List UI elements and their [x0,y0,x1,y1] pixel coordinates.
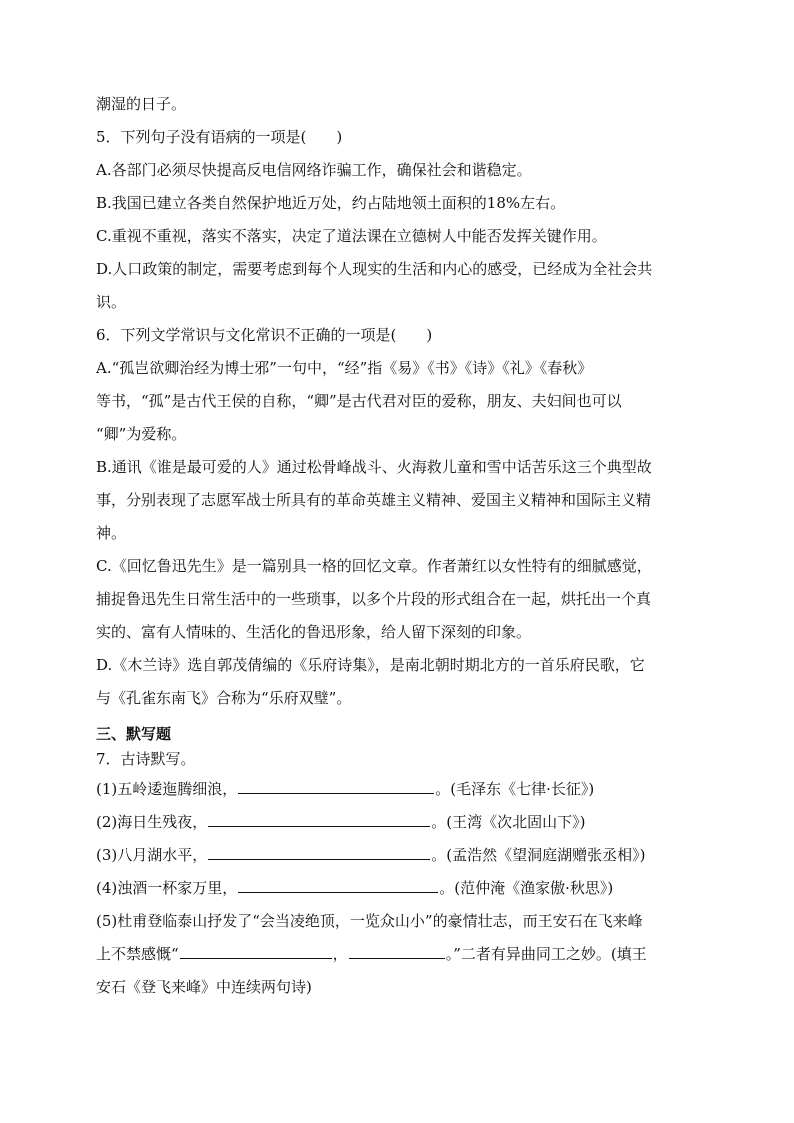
item-text: (4)浊酒一杯家万里， [96,879,238,897]
item-source: 。(王湾《次北固山下》) [431,813,586,831]
q6-line: 等书，“孤”是古代王侯的自称，“卿”是古代君对臣的爱称，朋友、夫妇间也可以 [96,392,622,410]
recite-item-3 [96,839,700,872]
item-text: 上不禁感慨“ [96,945,179,963]
q6-line: A.“孤岂欲卿治经为博士邪”一句中，“经”指《易》《书》《诗》《礼》《春秋》 [96,359,593,377]
answer-blank[interactable] [208,808,430,827]
q6-line: 实的、富有人情味的、生活化的鲁迅形象，给人留下深刻的印象。 [96,623,532,641]
recite-item-4 [96,872,700,905]
item-source: 。(毛泽东《七律·长征》) [435,780,595,798]
question-block [96,88,700,715]
recite-item-2 [96,806,700,839]
q6-line: 事，分别表现了志愿军战士所具有的革命英雄主义精神、爱国主义精神和国际主义精 [96,491,652,509]
q6-line: “卿”为爱称。 [96,425,187,443]
q6-line: D.《木兰诗》选自郭茂倩编的《乐府诗集》，是南北朝时期北方的一首乐府民歌，它 [96,656,645,674]
q6-line: 捕捉鲁迅先生日常生活中的一些琐事，以多个片段的形式组合在一起，烘托出一个真 [96,590,652,608]
question-6-stem: 6．下列文学常识与文化常识不正确的一项是( ) [96,326,433,344]
q5-option-a: A.各部门必须尽快提高反电信网络诈骗工作，确保社会和谐稳定。 [96,161,532,179]
q6-line: B.通讯《谁是最可爱的人》通过松骨峰战斗、火海救儿童和雪中话苦乐这三个典型故 [96,458,652,476]
recite-item-5-line3: 安石《登飞来峰》中连续两句诗) [96,978,312,996]
item-source: 。(孟浩然《望洞庭湖赠张丞相》) [431,846,646,864]
recite-item-5: (5)杜甫登临泰山抒发了“会当凌绝顶，一览众山小”的豪情壮志，而王安石在飞来峰 [96,912,643,930]
section-3 [96,723,700,1004]
q5-option-c: C.重视不重视，落实不落实，决定了道法课在立德树人中能否发挥关键作用。 [96,227,607,245]
recite-item-5-line2 [96,938,700,971]
q6-line: 与《孔雀东南飞》合称为“乐府双璧”。 [96,689,352,707]
item-text: ， [332,945,348,963]
item-text: (3)八月湖水平， [96,846,208,864]
question-7-stem: 7．古诗默写。 [96,750,196,768]
item-source: 。(范仲淹《渔家傲·秋思》) [439,879,614,897]
section-heading: 三、默写题 [96,725,172,743]
recite-item-1 [96,773,700,806]
q5-option-d-cont: 识。 [96,293,127,311]
item-text: (1)五岭逶迤腾细浪， [96,780,238,798]
answer-blank[interactable] [180,940,332,959]
answer-blank[interactable] [238,874,438,893]
q6-line: 神。 [96,524,127,542]
q6-line: C.《回忆鲁迅先生》是一篇别具一格的回忆文章。作者萧红以女性特有的细腻感觉， [96,557,652,575]
q5-option-d: D.人口政策的制定，需要考虑到每个人现实的生活和内心的感受，已经成为全社会共 [96,260,653,278]
answer-blank[interactable] [349,940,445,959]
q5-option-b: B.我国已建立各类自然保护地近万处，约占陆地领土面积的18%左右。 [96,194,566,212]
continued-text: 潮湿的日子。 [96,95,187,113]
question-5-stem: 5．下列句子没有语病的一项是( ) [96,128,343,146]
item-text: (2)海日生残夜， [96,813,208,831]
item-text: 。”二者有异曲同工之妙。(填王 [445,945,647,963]
answer-blank[interactable] [238,775,434,794]
answer-blank[interactable] [208,841,430,860]
